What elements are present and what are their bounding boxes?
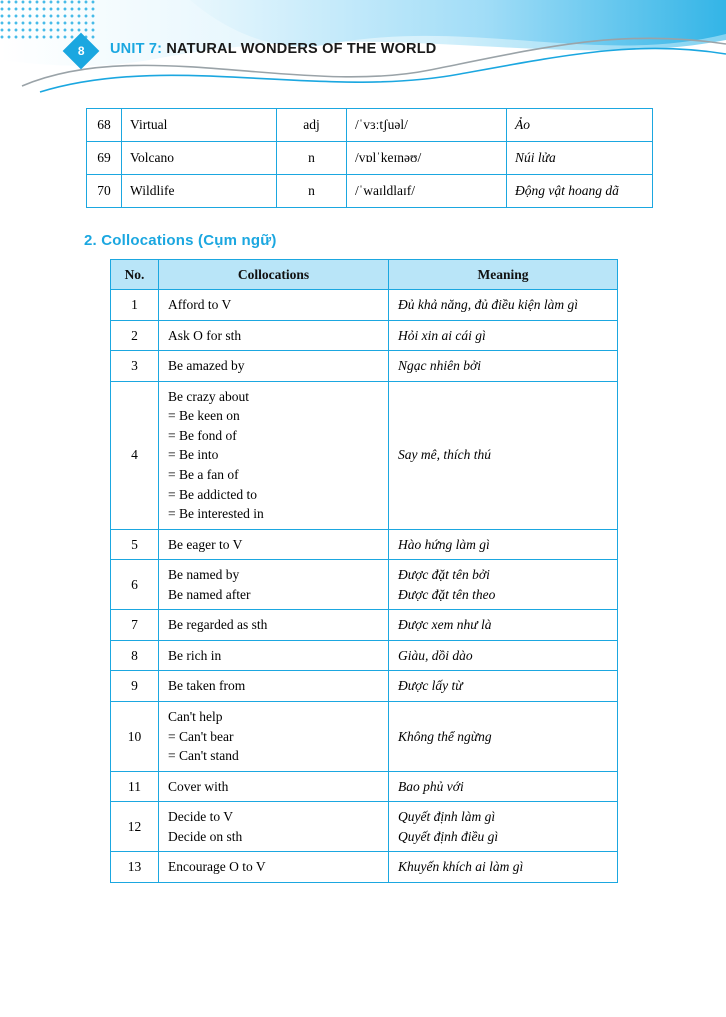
colloc-phrase-line: Cover with	[168, 778, 229, 794]
colloc-phrase-line: Be crazy about	[168, 388, 249, 404]
vocab-no: 68	[87, 109, 122, 142]
colloc-phrase-line: Ask O for sth	[168, 327, 242, 343]
colloc-meaning-line: Không thể ngừng	[398, 728, 492, 744]
table-header-row	[111, 260, 618, 290]
table-row	[111, 320, 618, 351]
colloc-meaning	[389, 351, 618, 382]
colloc-no: 13	[111, 852, 159, 883]
colloc-phrase-line: = Be interested in	[168, 506, 264, 522]
table-row	[111, 771, 618, 802]
colloc-meaning-line: Quyết định làm gì	[398, 809, 496, 825]
vocab-word: Volcano	[122, 142, 277, 175]
colloc-phrase-line: Encourage O to V	[168, 859, 266, 875]
colloc-meaning-line: Được lấy từ	[398, 678, 463, 694]
colloc-phrase	[159, 290, 389, 321]
colloc-phrase-line: = Be addicted to	[168, 486, 257, 502]
colloc-phrase-line: = Be a fan of	[168, 466, 239, 482]
table-row	[111, 381, 618, 529]
colloc-no: 8	[111, 640, 159, 671]
colloc-phrase-line: Be amazed by	[168, 358, 245, 374]
colloc-phrase	[159, 381, 389, 529]
vocab-no: 69	[87, 142, 122, 175]
colloc-phrase	[159, 852, 389, 883]
collocations-table-body	[111, 290, 618, 883]
colloc-meaning	[389, 529, 618, 560]
colloc-phrase	[159, 702, 389, 772]
colloc-meaning-line: Được đặt tên theo	[398, 586, 496, 602]
table-row	[111, 560, 618, 610]
colloc-phrase-line: = Can't stand	[168, 748, 239, 764]
colloc-meaning-line: Bao phủ với	[398, 778, 464, 794]
vocab-ipa: /vɒlˈkeɪnəʊ/	[347, 142, 507, 175]
colloc-phrase-line: = Be into	[168, 447, 219, 463]
colloc-phrase-line: = Be fond of	[168, 427, 237, 443]
colloc-no: 7	[111, 610, 159, 641]
colloc-meaning-line: Say mê, thích thú	[398, 447, 491, 463]
colloc-meaning	[389, 610, 618, 641]
table-row	[111, 802, 618, 852]
table-row	[111, 702, 618, 772]
vocab-ipa: /ˈwaɪldlaɪf/	[347, 175, 507, 208]
colloc-phrase-line: Be eager to V	[168, 536, 243, 552]
colloc-no: 3	[111, 351, 159, 382]
colloc-meaning	[389, 702, 618, 772]
colloc-meaning	[389, 771, 618, 802]
colloc-phrase	[159, 640, 389, 671]
vocab-word: Wildlife	[122, 175, 277, 208]
colloc-phrase-line: Afford to V	[168, 297, 232, 312]
collocations-table-head	[111, 260, 618, 290]
colloc-meaning-line: Ngạc nhiên bởi	[398, 358, 481, 374]
colloc-no: 6	[111, 560, 159, 610]
colloc-phrase	[159, 802, 389, 852]
table-row	[87, 109, 653, 142]
colloc-meaning-line: Hỏi xin ai cái gì	[398, 327, 486, 343]
table-row	[111, 529, 618, 560]
colloc-phrase	[159, 320, 389, 351]
colloc-no: 9	[111, 671, 159, 702]
unit-title-text: NATURAL WONDERS OF THE WORLD	[166, 41, 437, 57]
colloc-no: 5	[111, 529, 159, 560]
colloc-meaning	[389, 671, 618, 702]
colloc-phrase-line: Be taken from	[168, 678, 246, 694]
table-row	[111, 290, 618, 321]
vocab-ipa: /ˈvɜːtʃuəl/	[347, 109, 507, 142]
colloc-meaning	[389, 320, 618, 351]
colloc-meaning-line: Khuyến khích ai làm gì	[398, 859, 524, 875]
vocab-pos: adj	[277, 109, 347, 142]
colloc-meaning	[389, 560, 618, 610]
colloc-meaning	[389, 852, 618, 883]
unit-title	[110, 41, 436, 57]
vocab-pos: n	[277, 142, 347, 175]
colloc-phrase-line: Be regarded as sth	[168, 617, 268, 633]
colloc-phrase	[159, 351, 389, 382]
colloc-phrase	[159, 529, 389, 560]
table-row	[111, 351, 618, 382]
colloc-meaning	[389, 290, 618, 321]
colloc-meaning	[389, 381, 618, 529]
colloc-phrase-line: = Can't bear	[168, 728, 234, 744]
colloc-phrase-line: Be named after	[168, 586, 251, 602]
vocab-meaning: Núi lửa	[507, 142, 653, 175]
vocab-word: Virtual	[122, 109, 277, 142]
colloc-phrase-line: Be rich in	[168, 647, 222, 663]
colloc-phrase-line: Decide to V	[168, 809, 233, 825]
vocab-no: 70	[87, 175, 122, 208]
colloc-phrase-line: Can't help	[168, 709, 223, 724]
vocabulary-table	[86, 108, 653, 208]
vocabulary-table-body	[87, 109, 653, 208]
col-header-no: No.	[111, 260, 159, 290]
colloc-meaning-line: Hào hứng làm gì	[398, 536, 490, 552]
table-row	[111, 852, 618, 883]
colloc-no: 2	[111, 320, 159, 351]
colloc-no: 4	[111, 381, 159, 529]
colloc-meaning-line: Quyết định điều gì	[398, 828, 499, 844]
vocab-meaning: Ảo	[507, 109, 653, 142]
colloc-phrase	[159, 610, 389, 641]
colloc-no: 10	[111, 702, 159, 772]
vocab-pos: n	[277, 175, 347, 208]
colloc-phrase-line: Decide on sth	[168, 828, 243, 844]
table-row	[111, 610, 618, 641]
colloc-phrase	[159, 671, 389, 702]
colloc-no: 1	[111, 290, 159, 321]
colloc-meaning-line: Giàu, dồi dào	[398, 647, 473, 663]
colloc-phrase	[159, 560, 389, 610]
colloc-meaning-line: Được xem như là	[398, 617, 492, 633]
colloc-phrase-line: = Be keen on	[168, 408, 240, 424]
unit-label: UNIT 7:	[110, 41, 163, 57]
table-row	[87, 142, 653, 175]
collocations-table	[110, 259, 618, 883]
colloc-meaning	[389, 802, 618, 852]
table-row	[111, 671, 618, 702]
col-header-meaning: Meaning	[389, 260, 618, 290]
colloc-no: 11	[111, 771, 159, 802]
page-header-banner	[0, 0, 726, 96]
colloc-phrase	[159, 771, 389, 802]
colloc-no: 12	[111, 802, 159, 852]
colloc-meaning-line: Đủ khả năng, đủ điều kiện làm gì	[398, 297, 578, 312]
col-header-collocation: Collocations	[159, 260, 389, 290]
table-row	[87, 175, 653, 208]
table-row	[111, 640, 618, 671]
page-number: 8	[77, 44, 85, 58]
colloc-meaning	[389, 640, 618, 671]
colloc-phrase-line: Be named by	[168, 567, 240, 583]
vocab-meaning: Động vật hoang dã	[507, 175, 653, 208]
colloc-meaning-line: Được đặt tên bởi	[398, 567, 490, 583]
section-heading: 2. Collocations (Cụm ngữ)	[84, 232, 277, 249]
